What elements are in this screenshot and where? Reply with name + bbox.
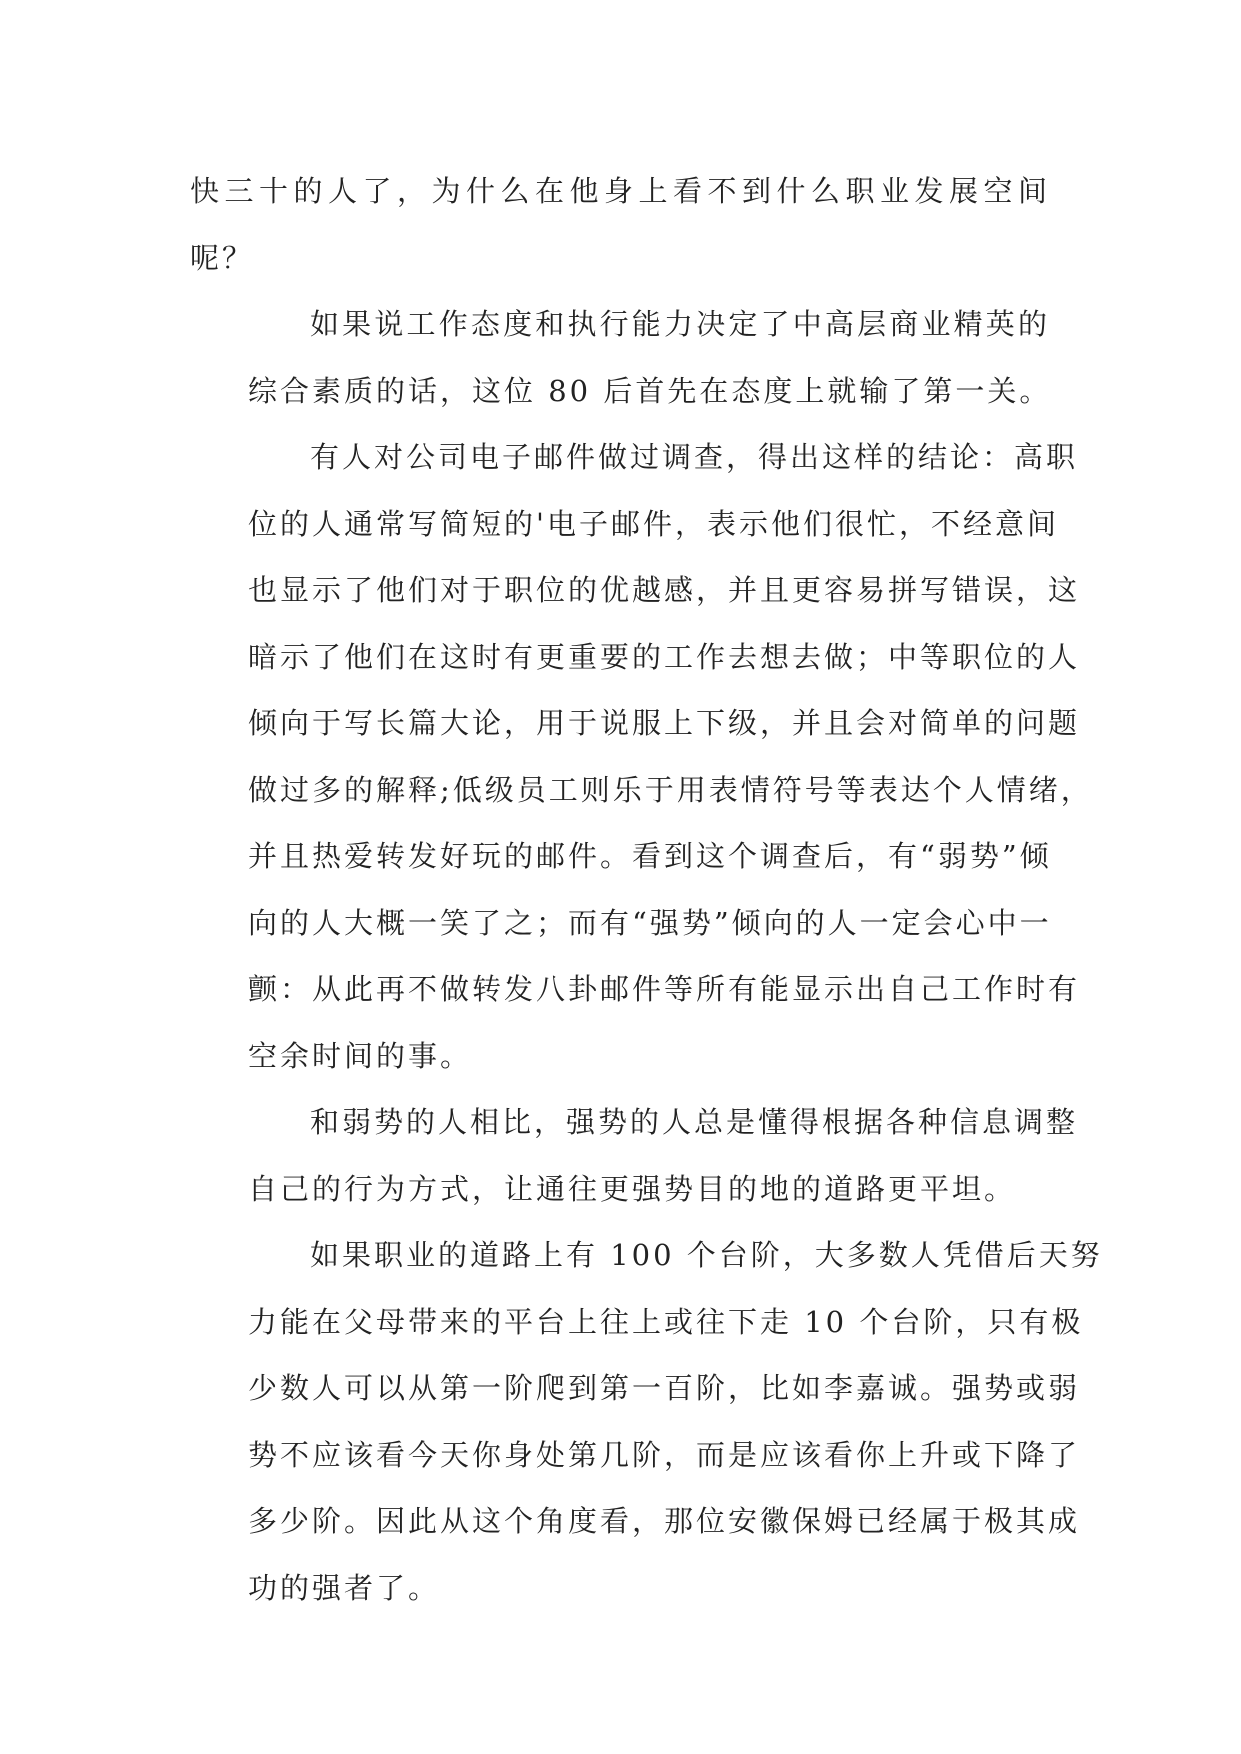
text-line: 自己的行为方式，让通往更强势目的地的道路更平坦。 bbox=[248, 1171, 1017, 1206]
text-line: 如果职业的道路上有 100 个台阶，大多数人凭借后天努 bbox=[310, 1238, 1103, 1272]
text-line: 势不应该看今天你身处第几阶，而是应该看你上升或下降了 bbox=[248, 1437, 1081, 1472]
text-line: 空余时间的事。 bbox=[248, 1038, 473, 1073]
text-line: 暗示了他们在这时有更重要的工作去想去做；中等职位的人 bbox=[248, 639, 1081, 674]
text-line: 快三十的人了，为什么在他身上看不到什么职业发展空间 bbox=[190, 174, 1050, 208]
paragraph bbox=[190, 424, 1093, 1089]
text-line: 和弱势的人相比，强势的人总是懂得根据各种信息调整 bbox=[310, 1105, 1079, 1139]
document-body bbox=[190, 158, 1103, 1621]
text-line: 如果说工作态度和执行能力决定了中高层商业精英的 bbox=[310, 307, 1050, 341]
paragraph bbox=[190, 291, 1050, 424]
text-line: 少数人可以从第一阶爬到第一百阶，比如李嘉诚。强势或弱 bbox=[248, 1371, 1081, 1405]
text-line: 功的强者了。 bbox=[248, 1570, 441, 1605]
text-line: 位的人通常写简短的'电子邮件，表示他们很忙，不经意间 bbox=[248, 506, 1059, 541]
text-line: 力能在父母带来的平台上往上或往下走 10 个台阶，只有极 bbox=[248, 1304, 1084, 1339]
paragraph bbox=[190, 1089, 1079, 1222]
text-line: 颤：从此再不做转发八卦邮件等所有能显示出自己工作时有 bbox=[248, 972, 1081, 1006]
text-line: 呢？ bbox=[190, 240, 255, 275]
text-line: 也显示了他们对于职位的优越感，并且更容易拼写错误，这 bbox=[248, 573, 1081, 607]
paragraph bbox=[190, 1222, 1103, 1621]
text-line: 多少阶。因此从这个角度看，那位安徽保姆已经属于极其成 bbox=[248, 1504, 1081, 1538]
text-line: 倾向于写长篇大论，用于说服上下级，并且会对简单的问题 bbox=[248, 706, 1081, 740]
text-line: 做过多的解释;低级员工则乐于用表情符号等表达个人情绪， bbox=[248, 772, 1093, 807]
text-line: 综合素质的话，这位 80 后首先在态度上就输了第一关。 bbox=[248, 373, 1052, 408]
text-line: 有人对公司电子邮件做过调查，得出这样的结论：高职 bbox=[310, 440, 1079, 474]
paragraph bbox=[190, 158, 1050, 291]
text-line: 向的人大概一笑了之；而有“强势”倾向的人一定会心中一 bbox=[248, 905, 1052, 940]
text-line: 并且热爱转发好玩的邮件。看到这个调查后，有“弱势”倾 bbox=[248, 839, 1052, 873]
